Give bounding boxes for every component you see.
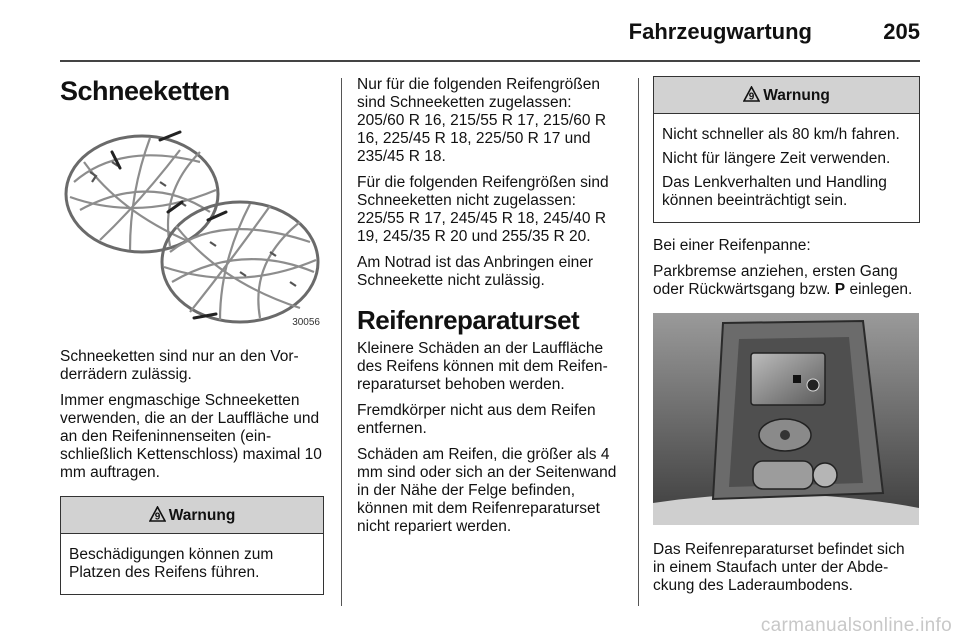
paragraph: Das Reifenreparaturset befindet sich in einem Staufach unter der Abdeckung des Laderaumbodens. bbox=[653, 541, 905, 594]
warning-header bbox=[61, 497, 323, 534]
section-title-schneeketten: Schneeketten bbox=[60, 76, 230, 106]
warning-triangle-icon bbox=[743, 86, 760, 102]
column-divider-left bbox=[341, 78, 342, 606]
paragraph: Immer engmaschige Schneeketten verwenden, die an der Lauffläche und an den Reifeninnenseiten (einschließlich Kettenschloss) maximal 10 mm auftragen. bbox=[60, 392, 322, 481]
paragraph: Parkbremse anziehen, ersten Gang oder Rückwärtsgang bzw. P einlegen. bbox=[653, 263, 913, 298]
watermark: carmanualsonline.info bbox=[760, 615, 952, 636]
warning-triangle-icon bbox=[149, 506, 166, 522]
column-middle bbox=[357, 76, 623, 544]
paragraph: Nur für die folgenden Reifengrößen sind Schneeketten zugelassen: 205/60 R 16, 215/55 R 17, 215/60 R 16, 225/45 R 18, 225/50 R 17 und 235/45 R 18. bbox=[357, 76, 607, 165]
warning-box bbox=[60, 496, 324, 595]
page-number: 205 bbox=[883, 19, 920, 44]
svg-text:9: 9 bbox=[154, 511, 160, 522]
column-divider-right bbox=[638, 78, 639, 606]
snow-chain-drawing bbox=[60, 122, 324, 332]
svg-text:9: 9 bbox=[748, 91, 755, 102]
warning-text: Das Lenkverhalten und Handling können beeinträchtigt sein. bbox=[662, 174, 887, 209]
header-rule bbox=[60, 60, 920, 62]
warning-box bbox=[653, 76, 920, 223]
column-right bbox=[653, 76, 920, 603]
paragraph: Für die folgenden Reifengrößen sind Schneeketten nicht zugelassen: 225/55 R 17, 245/45 R 18, 245/40 R 19, 245/35 R 20 und 255/35 R 20. bbox=[357, 174, 609, 245]
paragraph: Kleinere Schäden an der Lauffläche des Reifens können mit dem Reifenreparaturset behoben werden. bbox=[357, 340, 608, 393]
paragraph: Schäden am Reifen, die größer als 4 mm sind oder sich an der Seitenwand in der Nähe der Felge befinden, können mit dem Reifenreparaturset nicht repariert werden. bbox=[357, 446, 617, 535]
warning-label: Warnung bbox=[763, 87, 830, 104]
paragraph: Am Notrad ist das Anbringen einer Schneekette nicht zulässig. bbox=[357, 254, 594, 289]
warning-text: Nicht für längere Zeit verwenden. bbox=[662, 150, 891, 167]
warning-label: Warnung bbox=[168, 507, 236, 524]
trunk-compartment-drawing bbox=[653, 313, 919, 525]
paragraph: Fremdkörper nicht aus dem Reifen entfernen. bbox=[357, 402, 596, 437]
header-title: Fahrzeugwartung bbox=[628, 19, 812, 44]
paragraph: Schneeketten sind nur an den Vorderrädern zulässig. bbox=[60, 348, 299, 383]
section-title-reifenreparaturset: Reifenreparaturset bbox=[357, 305, 580, 335]
gear-p-label: P bbox=[834, 281, 846, 298]
warning-text: Beschädigungen können zum Platzen des Reifens führen. bbox=[69, 546, 274, 581]
warning-text: Nicht schneller als 80 km/h fahren. bbox=[662, 126, 900, 143]
tire-repair-kit-photo bbox=[653, 313, 919, 525]
warning-header bbox=[654, 77, 919, 114]
paragraph: Bei einer Reifenpanne: bbox=[653, 237, 811, 254]
column-left bbox=[60, 76, 324, 595]
figure-code: 30056 bbox=[292, 317, 320, 328]
snow-chain-illustration bbox=[60, 122, 324, 332]
